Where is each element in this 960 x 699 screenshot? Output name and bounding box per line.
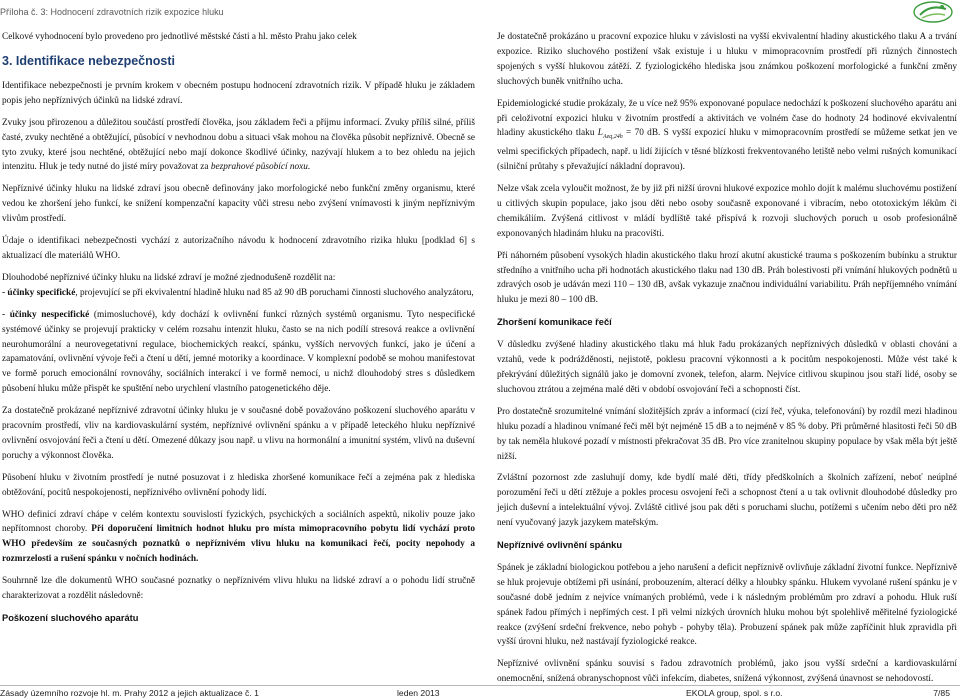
intro-text: Celkové vyhodnocení bylo provedeno pro jednotlivé městské části a hl. město Prahu jako celek: [2, 32, 357, 42]
sub-heading: Nepříznivé ovlivnění spánku: [497, 540, 623, 551]
paragraph: Nepříznivé ovlivnění spánku souvisí s řadou zdravotních problémů, jako jsou vyšší srdeční a kardiovaskulární onemocnění, snížená obranyschopnost vůči infekcím, diabetes, snížená výkonnost, zvýšená únavnost se nehodovostí.: [497, 659, 957, 685]
footer-page-number: 7/85: [933, 688, 950, 698]
paragraph: Působení hluku v životním prostředí je nutné posuzovat i z hlediska zhoršené komunikace řečí a zejména pak z hlediska obtěžování, pocitů nespokojenosti, nepříznivého ovlivnění pohody lidí.: [2, 472, 475, 498]
paragraph: Zvláštní pozornost zde zasluhují domy, kde bydlí malé děti, třídy předškolních a školních zařízení, neboť neúplné porozumění řeči u dětí ztěžuje a pokles procesu osvojení řeči a schopnost čtení a u tak ovlivnit dlouhodobé důsledky pro jejich duševní a intelektuální vývoj. Zvláště citlivé jsou pak děti s poruchami sluchu, potížemi s učením nebo děti pro něž není vyučovaný jazyk jazykem mateřským.: [497, 473, 957, 529]
paragraph: Identifikace nebezpečnosti je prvním krokem v obecném postupu hodnocení zdravotních rizik. V případě hluku je základem popis jeho nepříznivých účinků na lidské zdraví.: [2, 80, 475, 106]
footer-divider: [0, 685, 960, 686]
list-item: - účinky specifické, projevující se při ekvivalentní hladině hluku nad 85 až 90 dB poruchami činnosti sluchového analyzátoru,: [2, 287, 474, 298]
paragraph: Zvuky jsou přirozenou a důležitou součástí prostředí člověka, jsou základem řeči a příjmu informací. Zvuky příliš silné, příliš časté, zvuky nechtěné a obtěžující, působící v nevhodnou dobu a situaci však mohou na člověka působit nepříznivě. Obecně se tyto zvuky, které jsou nechtěné, obtěžující nebo mají dokonce škodlivé účinky, nazývají hlukem a to bez ohledu na jejich intenzitu. Hluk je tedy nutné do jisté míry považovat za bezprahové působící noxu.: [2, 117, 475, 173]
left-column: [2, 30, 475, 634]
paragraph: Je dostatečně prokázáno u pracovní expozice hluku v závislosti na vyšší ekvivalentní hladiny akustického tlaku A a trvání expozice. Riziko sluchového postižení však existuje i u hluku v mimopracovním prostředí při různých činnostech spojených s vyšší hlukovou zátěží. Z fyziologického hlediska jsou známkou poškození morfologické a funkční změny sluchových buněk vnitřního ucha.: [497, 32, 957, 87]
paragraph: Při náhorném působení vysokých hladin akustického tlaku hrozí akutní akustické trauma s poškozením bubínku a struktur středního a vnitřního ucha při hodnotách akustického tlaku nad 130 dB. Práh bolestivosti při vnímání hlukových podnětů u zdravých osob je udáván mezi 110 – 130 dB, avšak vykazuje značnou individuální variabilitu. Práh nepříjemného vnímání hluku je mezi 80 – 100 dB.: [497, 250, 957, 306]
paragraph: Za dostatečně prokázané nepříznivé zdravotní účinky hluku je v současné době považováno poškození sluchového aparátu v pracovním prostředí, vliv na kardiovaskulární systém, nepříznivé ovlivnění spánku a v případě leteckého hluku nepříznivé ovlivnění osvojování řeči a čtení u dětí. Omezené důkazy jsou např. u vlivu na hormonální a imunitní systém, vlivů na duševní poruchy a výkonnost člověka.: [2, 406, 475, 461]
formula-laeq: $L_{Aeq,24h}$: [597, 128, 623, 141]
paragraph: Nepříznivé účinky hluku na lidské zdraví jsou obecně definovány jako morfologické nebo funkční změny organismu, které vedou ke zhoršení jeho funkcí, ke snížení kompenzační kapacity vůči stresu nebo zvýšení vnímavosti k jiným nepříznivým vlivům prostředí.: [2, 184, 475, 225]
sub-heading: Zhoršení komunikace řečí: [497, 317, 612, 328]
header-title: Příloha č. 3: Hodnocení zdravotních rizik expozice hluku: [0, 7, 224, 17]
ekola-logo: [912, 0, 954, 24]
list-item: - účinky nespecifické (mimosluchové), kdy dochází k ovlivnění funkcí různých systémů organismu. Tyto nespecifické systémové účinky se projevují prakticky v celém rozsahu intenzit hluku, často se na nich podílí stresová reakce a ovlivnění neurohumorální a neurovegetativní regulace, biochemických reakcí, spánku, vyšších nervových funkcí, jako je účení a zapamatování, ovlivnění vývoje řeči a čtení u dětí, jemné motoriky a koordinace. V komplexní podobě se mohou manifestovat ve formě poruch emocionální rovnováhy, sociálních interakcí i ve formě nemocí, u nichž dlouhodobý stres s důsledkem působení hluku může přispět ke spuštění nebo urychlení vlastního patogenetického děje.: [2, 309, 475, 395]
paragraph: Dlouhodobé nepříznivé účinky hluku na lidské zdraví je možné zjednodušeně rozdělit na:: [2, 272, 336, 283]
footer-company: EKOLA group, spol. s r.o.: [686, 688, 783, 698]
footer-date: leden 2013: [397, 688, 440, 698]
paragraph: Souhrnně lze dle dokumentů WHO současné poznatky o nepříznivém vlivu hluku na lidské zdraví a o pohodu lidí stručně charakterizovat a rozdělit následovně:: [2, 576, 475, 602]
footer-document-title: Zásady územního rozvoje hl. m. Prahy 2012 a jejich aktualizace č. 1: [0, 688, 259, 698]
paragraph: V důsledku zvýšené hladiny akustického tlaku má hluk řadu prokázaných nepříznivých důsledků v oblasti chování a vztahů, vede k podrážděnosti, nejistotě, poklesu pracovní výkonnosti a k pocitům nespokojenosti. Může vést také k překrývání důležitých signálů jako je domovní zvonek, telefon, alarm. Nejvíce citlivou skupinou jsou staří lidé, osoby se sluchovou ztrátou a zejména malé děti v období osvojování řeči a schopnosti číst.: [497, 340, 957, 395]
paragraph: Nelze však zcela vyloučit možnost, že by již při nižší úrovni hlukové expozice mohlo dojít k malému sluchovému postižení u citlivých skupin populace, jako jsou děti nebo osoby současně exponované i vibracím, nebo ototoxickým lékům či chemikáliím. Zvýšená citlivost v mládí bydlíště také přispívá k rozvoji sluchových poruch u osob profesionálně exponovaných hladinám hluku na pracovišti.: [497, 184, 957, 239]
paragraph: WHO definicí zdraví chápe v celém kontextu souvislostí fyzických, psychických a sociálních aspektů, nikoliv pouze jako nepřítomnost choroby. Při doporučení limitních hodnot hluku pro místa mimopracovního pobytu lidí vychází proto WHO především ze současných poznatků o nepříznivém vlivu hluku na komunikaci řečí, pocity nepohody a rozmrzelosti a rušení spánku v nočních hodinách.: [2, 509, 475, 565]
section-heading: 3. Identifikace nebezpečnosti: [2, 53, 175, 68]
paragraph: Pro dostatečně srozumitelné vnímání složitějších zpráv a informací (cizí řeč, výuka, telefonování) by rozdíl mezi hladinou hluku pozadí a hladinou vnímané řeči měl být nejméně 15 dB a to nejméně v 85 % doby. Při průměrné hlasitosti řeči 50 dB by tak neměla hlukové pozadí v místnosti překračovat 35 dB. Pro více zranitelnou skupiny populace by však měla být ještě nižší.: [497, 406, 957, 462]
right-column: [497, 30, 957, 694]
paragraph: Údaje o identifikaci nebezpečnosti vychází z autorizačního návodu k hodnocení zdravotního rizika hluku [podklad 6] s aktualizací dle materiálů WHO.: [2, 236, 475, 261]
sub-heading: Poškození sluchového aparátu: [2, 613, 139, 623]
paragraph: Spánek je základní biologickou potřebou a jeho narušení a deficit nepříznivě ovlivňuje základní životní funkce. Nepříznivě se hluk projevuje obtížemi při usínání, probouzením, alterací délky a hloubky spánku. Hlukem vyvolané rušení spánku je v současné době jedním z nejvíce vnímaných problémů, vede i k následným problémům pro zdraví a pohodu. Hluk ruší spánek řadou přímých i nepřímých cest. I při velmi nízkých úrovních hluku mohou být spolehlivě měřitelné fyziologické reakce (zvýšení srdeční frekvence, nebo pohyb - pohyby těla). Probuzení spánek pak může zapříčinit hluk zpravidla při vyšší úrovni hluku, než nastávají fyziologické reakce.: [497, 562, 957, 648]
paragraph: Epidemiologické studie prokázaly, že u více než 95% exponované populace nedochází k poškození sluchového aparátu ani při celoživotní expozici hluku v životním prostředí a aktivitách ve volném čase do hodnoty 24 hodinové ekvivalentní hladiny akustického tlaku $L_{Aeq,24h} = 70$ dB. S vyšší expozicí hluku v mimopracovním prostředí se můžeme setkat jen ve velmi specifických případech, např. u lidí žijících v těsné blízkosti frekventovaného letiště nebo velmi rušných komunikací (silniční průtahy s převažující nákladní dopravou).: [497, 98, 958, 173]
